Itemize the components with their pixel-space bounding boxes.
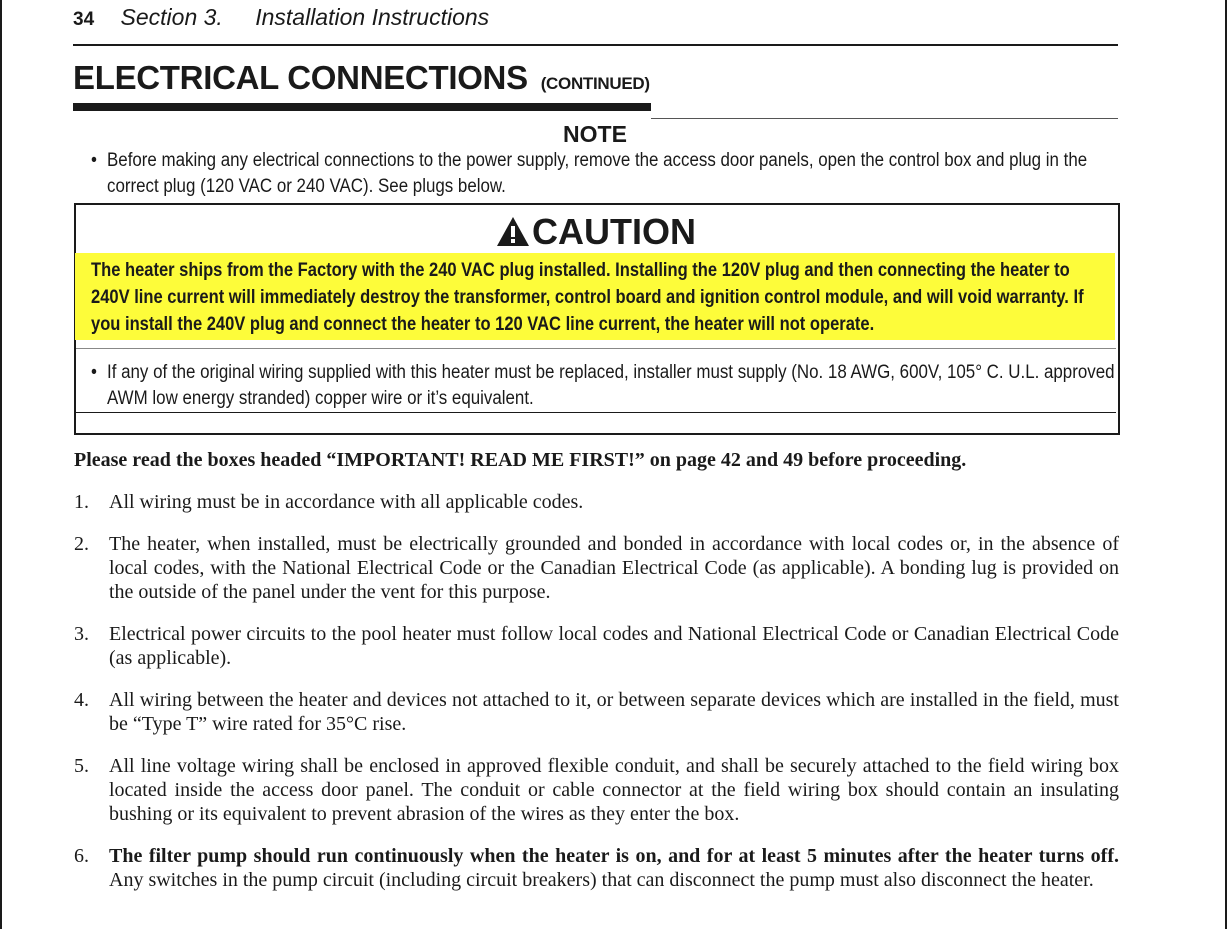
caution-heading bbox=[0, 210, 1192, 254]
instruction-steps bbox=[74, 490, 1119, 910]
page-title bbox=[73, 59, 650, 97]
step-number: 4. bbox=[74, 689, 89, 711]
section-title: Installation Instructions bbox=[255, 4, 490, 30]
step-text: All wiring must be in accordance with all applicable codes. bbox=[109, 491, 584, 513]
bullet-dot: • bbox=[91, 150, 97, 171]
list-item bbox=[74, 532, 1119, 604]
step-text: All line voltage wiring shall be enclosed in approved flexible conduit, and shall be securely attached to the field wiring box located inside the access door panel. The conduit or cable connector at the field wiring box should contain an insulating bushing or its equivalent to prevent abrasion of the wires as they enter the box. bbox=[109, 755, 1119, 825]
note-heading: NOTE bbox=[563, 121, 627, 147]
read-first-notice: Please read the boxes headed “IMPORTANT! READ ME FIRST!” on page 42 and 49 before proceeding. bbox=[74, 449, 967, 471]
note-bullet-text: Before making any electrical connections to the power supply, remove the access door panels, open the control box and plug in the correct plug (120 VAC or 240 VAC). See plugs below. bbox=[107, 150, 1088, 197]
title-underline-bar bbox=[73, 103, 651, 111]
step-number: 1. bbox=[74, 491, 89, 513]
list-item bbox=[74, 754, 1119, 826]
page-title-sub: (CONTINUED) bbox=[540, 74, 650, 93]
step-number: 6. bbox=[74, 845, 89, 867]
section-label: Section 3. bbox=[120, 4, 223, 30]
wiring-bullet bbox=[91, 360, 1115, 412]
page-title-main: ELECTRICAL CONNECTIONS bbox=[73, 59, 528, 96]
step-text: All wiring between the heater and devices not attached to it, or between separate devices which are installed in the field, must be “Type T” wire rated for 35°C rise. bbox=[109, 689, 1119, 735]
list-item bbox=[74, 490, 1119, 514]
caution-divider bbox=[76, 348, 1116, 349]
title-underline-thin bbox=[651, 118, 1118, 119]
step-number: 5. bbox=[74, 755, 89, 777]
step-text: The heater, when installed, must be electrically grounded and bonded in accordance with local codes or, in the absence of local codes, with the National Electrical Code or the Canadian Electrical Code (as applicable). A bonding lug is provided on the outside of the panel under the vent for this purpose. bbox=[109, 533, 1119, 603]
step-text: Electrical power circuits to the pool heater must follow local codes and National Electrical Code or Canadian Electrical Code (as applicable). bbox=[109, 623, 1119, 669]
caution-heading-text: CAUTION bbox=[532, 211, 696, 252]
list-item bbox=[74, 844, 1119, 892]
step-number: 2. bbox=[74, 533, 89, 555]
page-number: 34 bbox=[73, 9, 95, 30]
caution-text: The heater ships from the Factory with the 240 VAC plug installed. Installing the 120V plug and then connecting the heater to 240V line current will immediately destroy the transformer, control board and ignition control module, and will void warranty. If you install the 240V plug and connect the heater to 120 VAC line current, the heater will not operate. bbox=[91, 260, 1084, 335]
list-item bbox=[74, 688, 1119, 736]
bullet-dot: • bbox=[91, 362, 97, 383]
step-number: 3. bbox=[74, 623, 89, 645]
wiring-bullet-text: If any of the original wiring supplied with this heater must be replaced, installer must supply (No. 18 AWG, 600V, 105° C. U.L. approved AWM low energy stranded) copper wire or it’s equivalent. bbox=[107, 362, 1115, 409]
step-text: Any switches in the pump circuit (including circuit breakers) that can disconnect the pump must also disconnect the heater. bbox=[109, 869, 1094, 891]
list-item bbox=[74, 622, 1119, 670]
step-bold-text: The filter pump should run continuously when the heater is on, and for at least 5 minutes after the heater turns off. bbox=[109, 845, 1119, 867]
caution-box-inner-rule bbox=[76, 412, 1116, 413]
running-head bbox=[73, 4, 489, 31]
warning-triangle-icon bbox=[496, 216, 530, 247]
header-rule bbox=[73, 44, 1118, 46]
note-bullet bbox=[91, 148, 1115, 200]
